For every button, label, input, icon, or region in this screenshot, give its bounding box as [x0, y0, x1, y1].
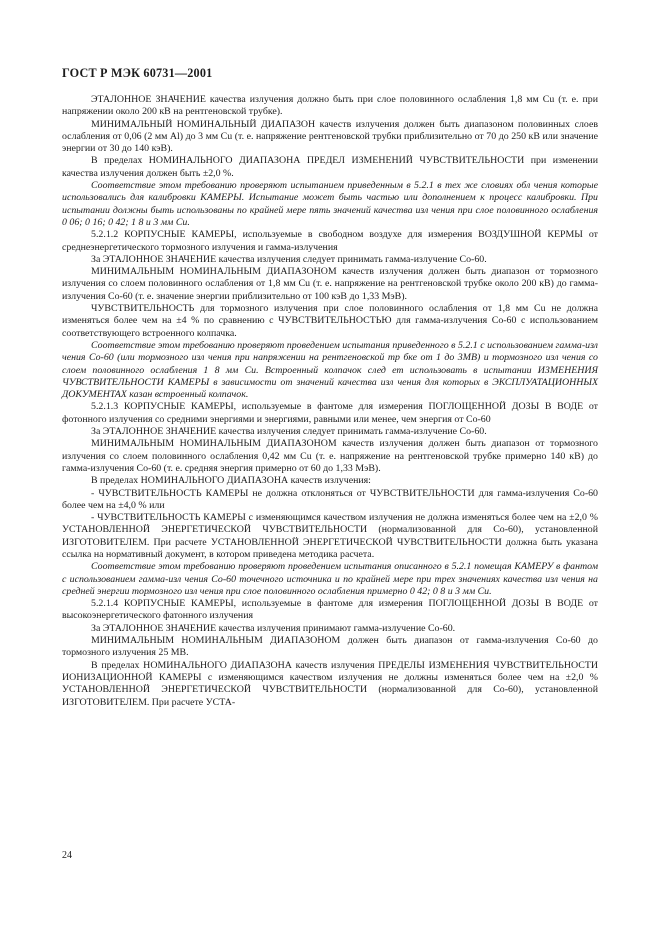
paragraph: За ЭТАЛОННОЕ ЗНАЧЕНИЕ качества излучения принимают гамма-излучение Со-60.	[91, 622, 456, 634]
paragraph: В пределах НОМИНАЛЬНОГО ДИАПАЗОНА качеств излучения:	[91, 475, 371, 487]
document-header: ГОСТ Р МЭК 60731—2001	[62, 66, 213, 80]
paragraph: За ЭТАЛОННОЕ ЗНАЧЕНИЕ качества излучения следует принимать гамма-излучение Со-60.	[91, 253, 487, 265]
document-body	[62, 94, 598, 709]
paragraph: В пределах НОМИНАЛЬНОГО ДИАПАЗОНА ПРЕДЕЛ ИЗМЕНЕНИЙ ЧУВСТВИТЕЛЬНОСТИ при изменении качества излучения должен быть ±2,0 %.	[62, 155, 598, 179]
section-heading-5-2-1-3: 5.2.1.3 КОРПУСНЫЕ КАМЕРЫ, используемые в фантоме для измерения ПОГЛОЩЕННОЙ ДОЗЫ В ВОДЕ от фотонного излучения со средними энергиями и энергиями, равными или менее, чем энергия от Со-60	[62, 401, 598, 425]
paragraph: МИНИМАЛЬНЫЙ НОМИНАЛЬНЫЙ ДИАПАЗОН качеств излучения должен быть диапазоном половинных слоев ослабления от 0,06 (2 мм Al) до 3 мм Cu (т. е. напряжение рентгеновской трубки приблизительно от 70 до 250 кВ или значение энергии от 30 до 140 кэВ).	[62, 118, 598, 155]
section-heading-5-2-1-2: 5.2.1.2 КОРПУСНЫЕ КАМЕРЫ, используемые в свободном воздухе для измерения ВОЗДУШНОЙ КЕРМЫ от среднеэнергетического тормозного излучения и гамма-излучения	[62, 229, 598, 253]
compliance-note: Соответствие этом требованию проверяют проведением испытания приведенного в 5.2.1 с использованием гамма-изл чения Со-60 (или тормозного изл чения при напряжении на рентгеновской тр бке от 1 до 3МВ) и тормозного изл чения со слоем половинного ослабления 1 8 мм Cu. Встроенный колпачок след ет использовать в испытании ИЗМЕНЕНИЯ ЧУВСТВИТЕЛЬНОСТИ КАМЕРЫ в зависимости от значений качества изл чения для которых в ЭКСПЛУАТАЦИОННЫХ ДОКУМЕНТАХ казан встроенный колпачок.	[62, 339, 598, 401]
compliance-note: Соответствие этом требованию проверяют проведением испытания описанного в 5.2.1 помещая КАМЕРУ в фантом с использованием гамма-изл чения Со-60 точечного источника и по крайней мере при трех значениях качества изл чения на средней энергии тормозного изл чения при слое половинного ослабления примерно 0 42; 0 8 и 3 мм Cu.	[62, 561, 598, 597]
paragraph: МИНИМАЛЬНЫМ НОМИНАЛЬНЫМ ДИАПАЗОНОМ качеств излучения должен быть диапазон от тормозного излучения со слоем половинного ослабления от 1,8 мм Cu (т. е. напряжение на рентгеновской трубке около 200 кВ) до гамма-излучения Со-60 (т. е. значение энергии приблизительно от 100 кэВ до 1,33 МэВ).	[62, 266, 598, 302]
paragraph: ЭТАЛОННОЕ ЗНАЧЕНИЕ качества излучения должно быть при слое половинного ослабления 1,8 мм Cu (т. е. при напряжении около 200 кВ на рентгеновской трубке).	[62, 94, 598, 118]
paragraph: МИНИМАЛЬНЫМ НОМИНАЛЬНЫМ ДИАПАЗОНОМ качеств излучения должен быть диапазон от тормозного излучения со слоем половинного ослабления 0,42 мм Cu (т. е. напряжение на рентгеновской трубке примерно 140 кВ) до гамма-излучения Со-60 (т. е. средняя энергия примерно от 60 до 1,33 МэВ).	[62, 438, 598, 474]
paragraph: МИНИМАЛЬНЫМ НОМИНАЛЬНЫМ ДИАПАЗОНОМ должен быть диапазон от гамма-излучения Со-60 до тормозного излучения 25 МВ.	[62, 635, 598, 659]
section-heading-5-2-1-4: 5.2.1.4 КОРПУСНЫЕ КАМЕРЫ, используемые в фантоме для измерения ПОГЛОЩЕННОЙ ДОЗЫ В ВОДЕ от высокоэнергетического фатонного излучения	[62, 598, 598, 622]
paragraph: В пределах НОМИНАЛЬНОГО ДИАПАЗОНА качеств излучения ПРЕДЕЛЫ ИЗМЕНЕНИЯ ЧУВСТВИТЕЛЬНОСТИ ИОНИЗАЦИОННОЙ КАМЕРЫ с изменяющимся качеством излучения не должны изменяться более чем на ±2,0 % УСТАНОВЛЕННОЙ ЭНЕРГЕТИЧЕСКОЙ ЧУВСТВИТЕЛЬНОСТИ (нормализованной для Со-60), установленной ИЗГОТОВИТЕЛЕМ. При расчете УСТА-	[62, 659, 598, 708]
list-item: - ЧУВСТВИТЕЛЬНОСТЬ КАМЕРЫ не должна отклоняться от ЧУВСТВИТЕЛЬНОСТИ для гамма-излучения Со-60 более чем на ±4,0 % или	[62, 487, 598, 511]
paragraph: ЧУВСТВИТЕЛЬНОСТЬ для тормозного излучения при слое половинного ослабления от 1,8 мм Cu не должна изменяться более чем на ±4 % по сравнению с ЧУВСТВИТЕЛЬНОСТЬЮ для гамма-излучения Со-60 с использованием соответствующего встроенного колпачка.	[62, 303, 598, 339]
compliance-note: Соответствие этом требованию проверяют испытанием приведенным в 5.2.1 в тех же словиях обл чения которые использовались для калибровки КАМЕРЫ. Испытание может быть частью или дополнением к процесс калибровки. При испытании должны быть использованы по крайней мере пять значений качества изл чения при слое половинного ослабления 0 06; 0 16; 0 42; 1 8 и 3 мм Cu.	[62, 180, 598, 228]
paragraph: За ЭТАЛОННОЕ ЗНАЧЕНИЕ качества излучения следует принимать гамма-излучение Со-60.	[91, 426, 487, 438]
page-number: 24	[62, 850, 72, 861]
list-item: - ЧУВСТВИТЕЛЬНОСТЬ КАМЕРЫ с изменяющимся качеством излучения не должна изменяться более чем на ±2,0 % УСТАНОВЛЕННОЙ ЭНЕРГЕТИЧЕСКОЙ ЧУВСТВИТЕЛЬНОСТИ (нормализованной для Со-60), установленной ИЗГОТОВИТЕЛЕМ. При расчете УСТАНОВЛЕННОЙ ЭНЕРГЕТИЧЕСКОЙ ЧУВСТВИТЕЛЬНОСТИ должна быть указана ссылка на нормативный документ, в котором приведена методика расчета.	[62, 512, 598, 560]
